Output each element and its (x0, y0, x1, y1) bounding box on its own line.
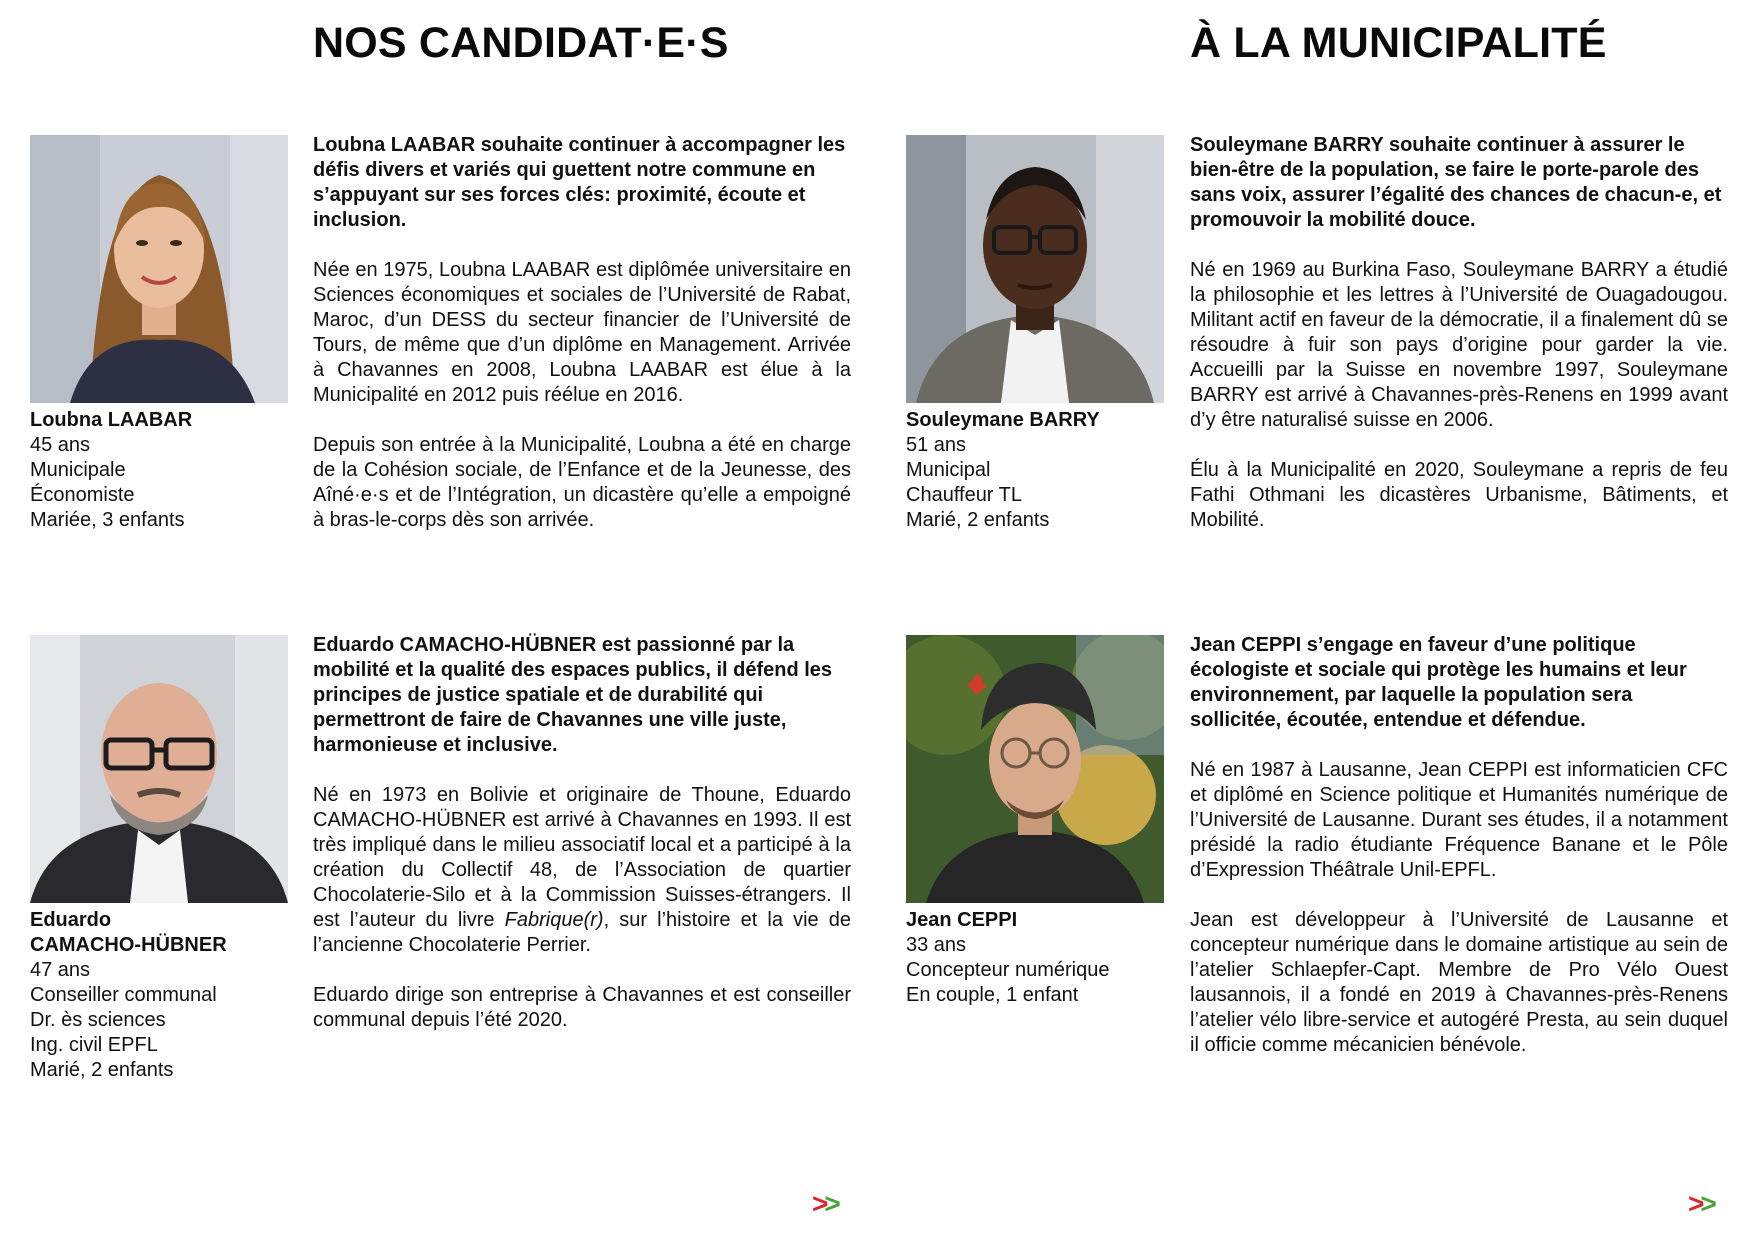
candidate-profession: Chauffeur TL (906, 484, 1023, 506)
candidate-info-laabar (30, 408, 288, 533)
candidate-role: Municipale (30, 459, 126, 481)
candidate-age: 45 ans (30, 434, 91, 456)
chevron-green: > (1700, 1188, 1713, 1219)
candidate-paragraph: Eduardo dirige son entreprise à Chavannes et est conseiller communal depuis l’été 2020. (313, 984, 851, 1031)
candidate-photo-camacho-hubner (30, 635, 288, 903)
candidate-family: Mariée, 3 enfants (30, 509, 185, 531)
candidate-info-camacho-hubner (30, 908, 288, 1083)
candidate-paragraph: Jean est développeur à l’Université de Lausanne et concepteur numérique dans le domaine artistique au sein de l’atelier Schlaepfer-Capt. Membre de Pro Vélo Ouest lausannois, il a fondé en 2019 à Chavannes-près-Renens l’atelier vélo libre-service et autogéré Presta, au sein duquel il officie comme mécanicien bénévole. (1190, 909, 1728, 1056)
candidate-lead: Eduardo CAMACHO-HÜBNER est passionné par la mobilité et la qualité des espaces publics, il défend les principes de justice spatiale et de durabilité qui permettront de faire de Chavannes une ville juste, harmonieuse et inclusive. (313, 634, 833, 756)
page-title-right: À LA MUNICIPALITÉ (1190, 19, 1607, 67)
candidate-family: Marié, 2 enfants (906, 509, 1050, 531)
candidate-photo-ceppi (906, 635, 1164, 903)
candidate-photo-barry (906, 135, 1164, 403)
chevron-green: > (824, 1188, 837, 1219)
candidate-info-barry (906, 408, 1164, 533)
candidate-bio-camacho-hubner (313, 633, 851, 1058)
page-title-left: NOS CANDIDAT·E·S (313, 19, 729, 67)
candidate-age: 51 ans (906, 434, 967, 456)
candidate-photo-laabar (30, 135, 288, 403)
candidate-paragraph: Née en 1975, Loubna LAABAR est diplômée universitaire en Sciences économiques et sociales de l’Université de Rabat, Maroc, d’un DESS du secteur financier de l’Université de Tours, de même que d’un diplôme en Management. Arrivée à Chavannes en 2008, Loubna LAABAR est élue à la Municipalité en 2012 puis réélue en 2016. (313, 259, 851, 406)
candidate-bio-ceppi (1190, 633, 1728, 1083)
candidate-name: Jean CEPPI (906, 909, 1018, 931)
candidate-paragraph: Élu à la Municipalité en 2020, Souleymane a repris de feu Fathi Othmani les dicastères Urbanisme, Bâtiments, et Mobilité. (1190, 459, 1728, 531)
candidate-name-last: CAMACHO-HÜBNER (30, 934, 227, 956)
candidate-role: Municipal (906, 459, 991, 481)
chevron-red: > (812, 1188, 825, 1219)
candidate-family: Marié, 2 enfants (30, 1059, 174, 1081)
candidate-age: 47 ans (30, 959, 91, 981)
candidate-family: En couple, 1 enfant (906, 984, 1079, 1006)
paragraph-text: Né en 1973 en Bolivie et originaire de Thoune, Eduardo CAMACHO-HÜBNER est arrivé à Chavannes en 1993. Il est très impliqué dans le milieu associatif local et a participé à la création du Collectif 48, de l’Association de quartier Chocolaterie-Silo et à la Commission Suisses-étrangers. Il est l’auteur du livre (313, 784, 851, 931)
double-chevron-right-icon (1688, 1190, 1713, 1218)
candidate-paragraph (313, 783, 851, 958)
candidate-lead: Souleymane BARRY souhaite continuer à assurer le bien-être de la population, se faire le porte-parole des sans voix, assurer l’égalité des chances de chacun-e, et promouvoir la mobilité douce. (1190, 134, 1722, 231)
chevron-red: > (1688, 1188, 1701, 1219)
candidate-paragraph: Né en 1987 à Lausanne, Jean CEPPI est informaticien CFC et diplômé en Science politique et Humanités numérique de l’Université de Lausanne. Durant ses études, il a notamment présidé la radio étudiante Fréquence Banane et le Pôle d’Expression Théâtrale Unil-EPFL. (1190, 759, 1728, 881)
paragraph-text: , sur l’histoire et la vie de l’ancienne Chocolaterie Perrier. (313, 909, 851, 956)
candidate-role: Conseiller communal (30, 984, 217, 1006)
candidate-bio-laabar (313, 133, 851, 558)
candidate-profession: Concepteur numérique (906, 959, 1110, 981)
candidate-name: Souleymane BARRY (906, 409, 1100, 431)
candidate-profession: Ing. civil EPFL (30, 1034, 158, 1056)
candidate-age: 33 ans (906, 934, 967, 956)
candidate-paragraph: Depuis son entrée à la Municipalité, Loubna a été en charge de la Cohésion sociale, de l’Enfance et de la Jeunesse, des Aîné·e·s et de l’Intégration, un dicastère qu’elle a empoigné à bras-le-corps dès son arrivée. (313, 434, 851, 531)
candidate-info-ceppi (906, 908, 1164, 1008)
book-title: Fabrique(r) (504, 909, 604, 931)
candidate-name: Loubna LAABAR (30, 409, 193, 431)
candidate-name-first: Eduardo (30, 909, 112, 931)
candidate-paragraph: Né en 1969 au Burkina Faso, Souleymane BARRY a étudié la philosophie et les lettres à l’Université de Ouagadougou. Militant actif en faveur de la démocratie, il a finalement dû se résoudre à fuir son pays d’origine pour garder la vie. Accueilli par la Suisse en novembre 1997, Souleymane BARRY est arrivé à Chavannes-près-Renens en 1999 avant d’y être naturalisé suisse en 2006. (1190, 259, 1728, 431)
double-chevron-right-icon (812, 1190, 837, 1218)
candidate-lead: Jean CEPPI s’engage en faveur d’une politique écologiste et sociale qui protège les humains et leur environnement, par laquelle la population sera sollicitée, écoutée, entendue et défendue. (1190, 634, 1687, 731)
candidate-degree: Dr. ès sciences (30, 1009, 166, 1031)
candidate-lead: Loubna LAABAR souhaite continuer à accompagner les défis divers et variés qui guettent notre commune en s’appuyant sur ses forces clés: proximité, écoute et inclusion. (313, 134, 846, 231)
candidate-bio-barry (1190, 133, 1728, 558)
candidate-profession: Économiste (30, 484, 135, 506)
